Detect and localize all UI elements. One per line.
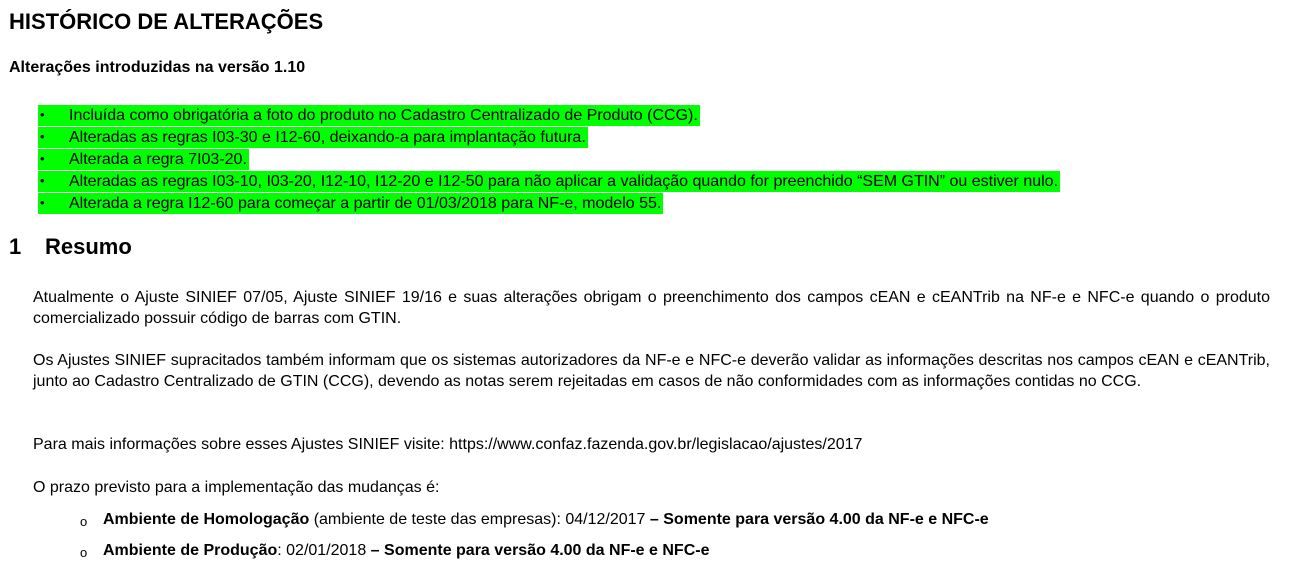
bullet-icon: • [40, 151, 45, 166]
change-item-text: Alterada a regra 7I03-20. [38, 149, 249, 170]
section-number: 1 [9, 234, 22, 259]
change-item-text: Incluída como obrigatória a foto do produto no Cadastro Centralizado de Produto (CCG). [38, 105, 700, 126]
bullet-icon: • [40, 195, 45, 210]
environment-name: Ambiente de Homologação [103, 511, 310, 528]
bullet-icon: • [40, 173, 45, 188]
environment-text [103, 539, 709, 563]
environment-text [103, 508, 989, 532]
bullet-icon: • [40, 129, 45, 144]
version-heading: Alterações introduzidas na versão 1.10 [9, 59, 306, 76]
change-item-text: Alterada a regra I12-60 para começar a partir de 01/03/2018 para NF-e, modelo 55. [38, 193, 663, 214]
environment-detail: (ambiente de teste das empresas): 04/12/2017 [309, 511, 650, 528]
circle-bullet-icon: o [80, 545, 88, 560]
environment-name: Ambiente de Produção [103, 542, 278, 559]
document-title: HISTÓRICO DE ALTERAÇÕES [9, 9, 324, 34]
paragraph-ajuste: Atualmente o Ajuste SINIEF 07/05, Ajuste SINIEF 19/16 e suas alterações obrigam o preenchimento dos campos cEAN e cEANTrib na NF-e e NFC-e quando o produto comercializado possuir código de barras com GTIN. [33, 289, 1270, 327]
circle-bullet-icon: o [80, 514, 88, 529]
section-heading [9, 234, 132, 260]
change-item-text: Alteradas as regras I03-30 e I12-60, deixando-a para implantação futura. [38, 127, 588, 148]
change-item-text: Alteradas as regras I03-10, I03-20, I12-10, I12-20 e I12-50 para não aplicar a validação quando for preenchido “SEM GTIN” ou estiver nulo. [38, 171, 1060, 192]
section-title: Resumo [45, 234, 132, 259]
environment-note: – Somente para versão 4.00 da NF-e e NFC-e [649, 511, 989, 528]
paragraph-deadline: O prazo previsto para a implementação das mudanças é: [33, 479, 440, 496]
environment-detail: : 02/01/2018 [277, 542, 371, 559]
bullet-icon: • [40, 107, 45, 122]
paragraph-more-info: Para mais informações sobre esses Ajustes SINIEF visite: https://www.confaz.fazenda.gov.br/legislacao/ajustes/2017 [33, 436, 863, 453]
environment-note: – Somente para versão 4.00 da NF-e e NFC-e [370, 542, 710, 559]
paragraph-validation: Os Ajustes SINIEF supracitados também informam que os sistemas autorizadores da NF-e e NFC-e deverão validar as informações descritas nos campos cEAN e cEANTrib, junto ao Cadastro Centralizado de GTIN (CCG), devendo as notas serem rejeitadas em casos de não conformidades com as informações contidas no CCG. [33, 352, 1270, 390]
